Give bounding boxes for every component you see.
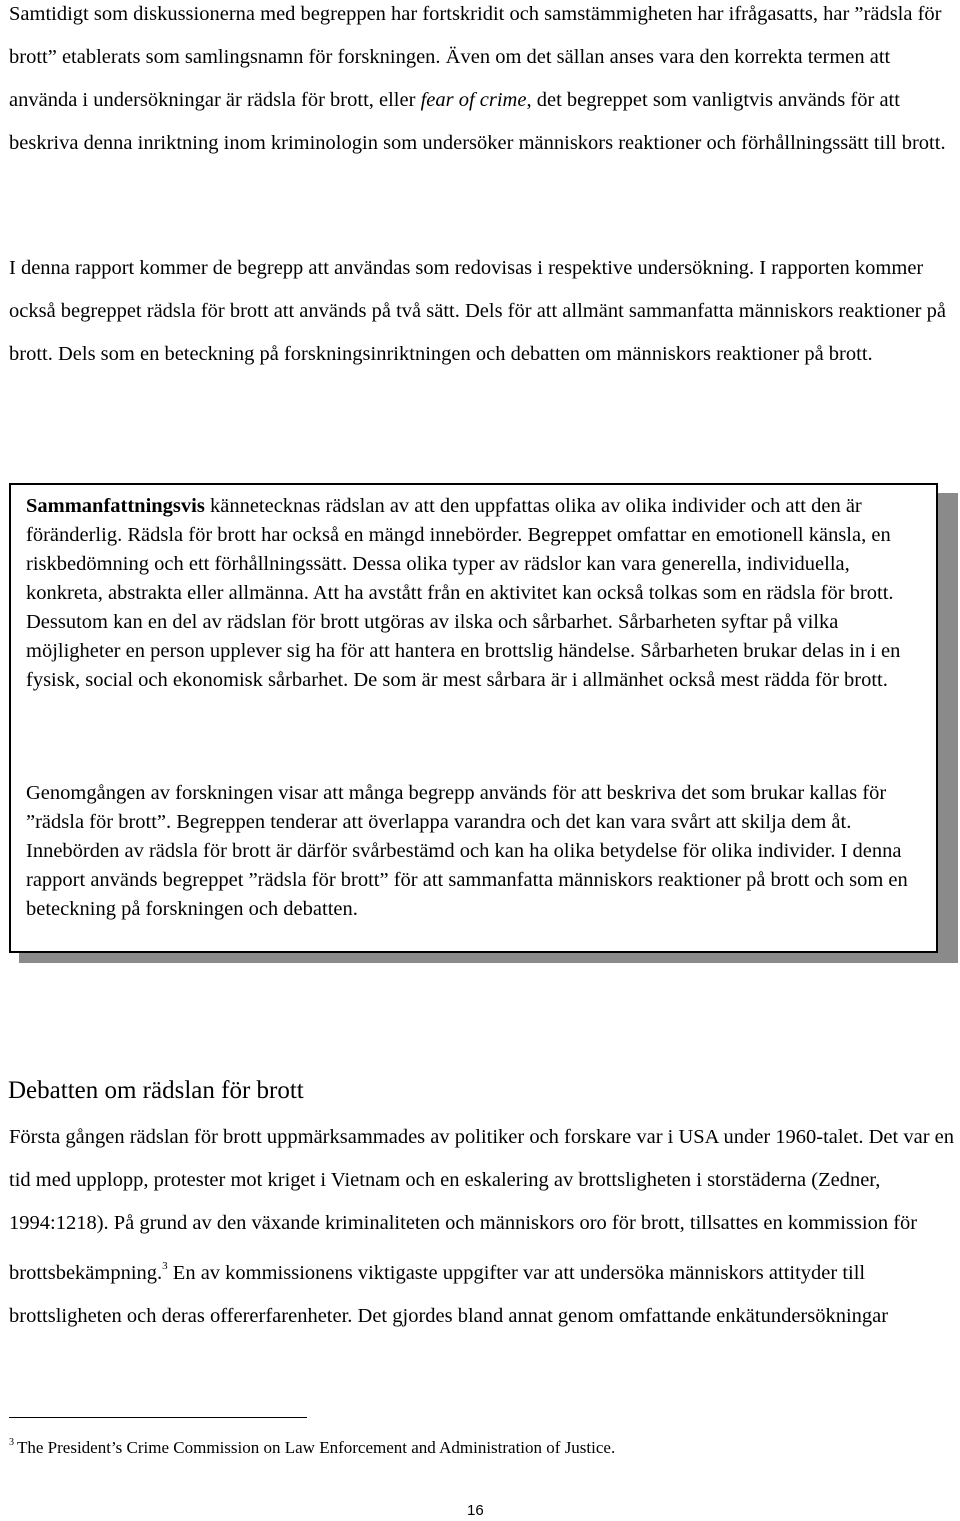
summary-box: [9, 483, 938, 953]
footnote-text: The President’s Crime Commission on Law Enforcement and Administration of Justice.: [17, 1438, 616, 1457]
paragraph-text: Första gången rädslan för brott uppmärksammades av politiker och forskare var i USA under 1960-talet. Det var en tid med upplopp, protester mot kriget i Vietnam och en eskalering av brottsligheten i storstäderna (Zedner, 1994:1218). På grund av den växande kriminaliteten och människors oro för brott, tillsattes en kommission för brottsbekämpning.: [9, 1126, 955, 1284]
summary-paragraph-2: Genomgången av forskningen visar att många begrepp används för att beskriva det som brukar kallas för ”rädsla för brott”. Begreppen tenderar att överlappa varandra och det kan vara svårt att skilja dem åt. Innebörden av rädsla för brott är därför svårbestämd och kan ha olika betydelse för olika individer. I denna rapport används begreppet ”rädsla för brott” för att sammanfatta människors reaktioner på brott och som en beteckning på forskningen och debatten.: [26, 782, 908, 920]
summary-text: kännetecknas rädslan av att den uppfattas olika av olika individer och att den är föränderlig. Rädsla för brott har också en mängd innebörder. Begreppet omfattar en emotionell känsla, en riskbedömning och ett förhållningssätt. Dessa olika typer av rädslor kan vara generella, individuella, konkreta, abstrakta eller allmänna. Att ha avstått från en aktivitet kan också tolkas som en rädsla för brott. Dessutom kan en del av rädslan för brott utgöras av ilska och sårbarhet. Sårbarheten syftar på vilka möjligheter en person upplever sig ha för att hantera en brottslig händelse. Sårbarheten brukar delas in i en fysisk, social och ekonomisk sårbarhet. De som är mest sårbara är i allmänhet också mest rädda för brott.: [26, 495, 901, 691]
footnote: [9, 1429, 615, 1462]
section-heading: Debatten om rädslan för brott: [8, 1077, 304, 1104]
paragraph-text: , det begreppet som vanligtvis används för att beskriva denna inriktning inom kriminologin som undersöker människors reaktioner och förhållningssätt till brott.: [9, 89, 946, 154]
paragraph-text: Samtidigt som diskussionerna med begreppen har fortskridit och samstämmigheten har ifrågasatts, har ”rädsla för brott” etablerats som samlingsnamn för forskningen. Även om det sällan anses vara den korrekta termen att använda i undersökningar är rädsla för brott, eller: [9, 3, 942, 111]
footnote-separator: [9, 1417, 307, 1418]
paragraph-fear-of-crime-terminology: [9, 0, 954, 165]
italic-term: fear of crime: [420, 89, 527, 111]
paragraph-text: En av kommissionens viktigaste uppgifter var att undersöka människors attityder till brottsligheten och deras offererfarenheter. Det gjordes bland annat genom omfattande enkätundersökningar: [9, 1262, 889, 1327]
paragraph-report-usage: I denna rapport kommer de begrepp att användas som redovisas i respektive undersökning. I rapporten kommer också begreppet rädsla för brott att används på två sätt. Dels för att allmänt sammanfatta människors reaktioner på brott. Dels som en beteckning på forskningsinriktningen och debatten om människors reaktioner på brott.: [9, 257, 946, 365]
summary-paragraph-1: [26, 492, 931, 695]
summary-lead-bold: Sammanfattningsvis: [26, 495, 205, 517]
page-number: 16: [467, 1502, 484, 1519]
footnote-reference: 3: [162, 1260, 168, 1272]
paragraph-debate-history: [9, 1116, 954, 1338]
footnote-number: 3: [9, 1437, 14, 1448]
